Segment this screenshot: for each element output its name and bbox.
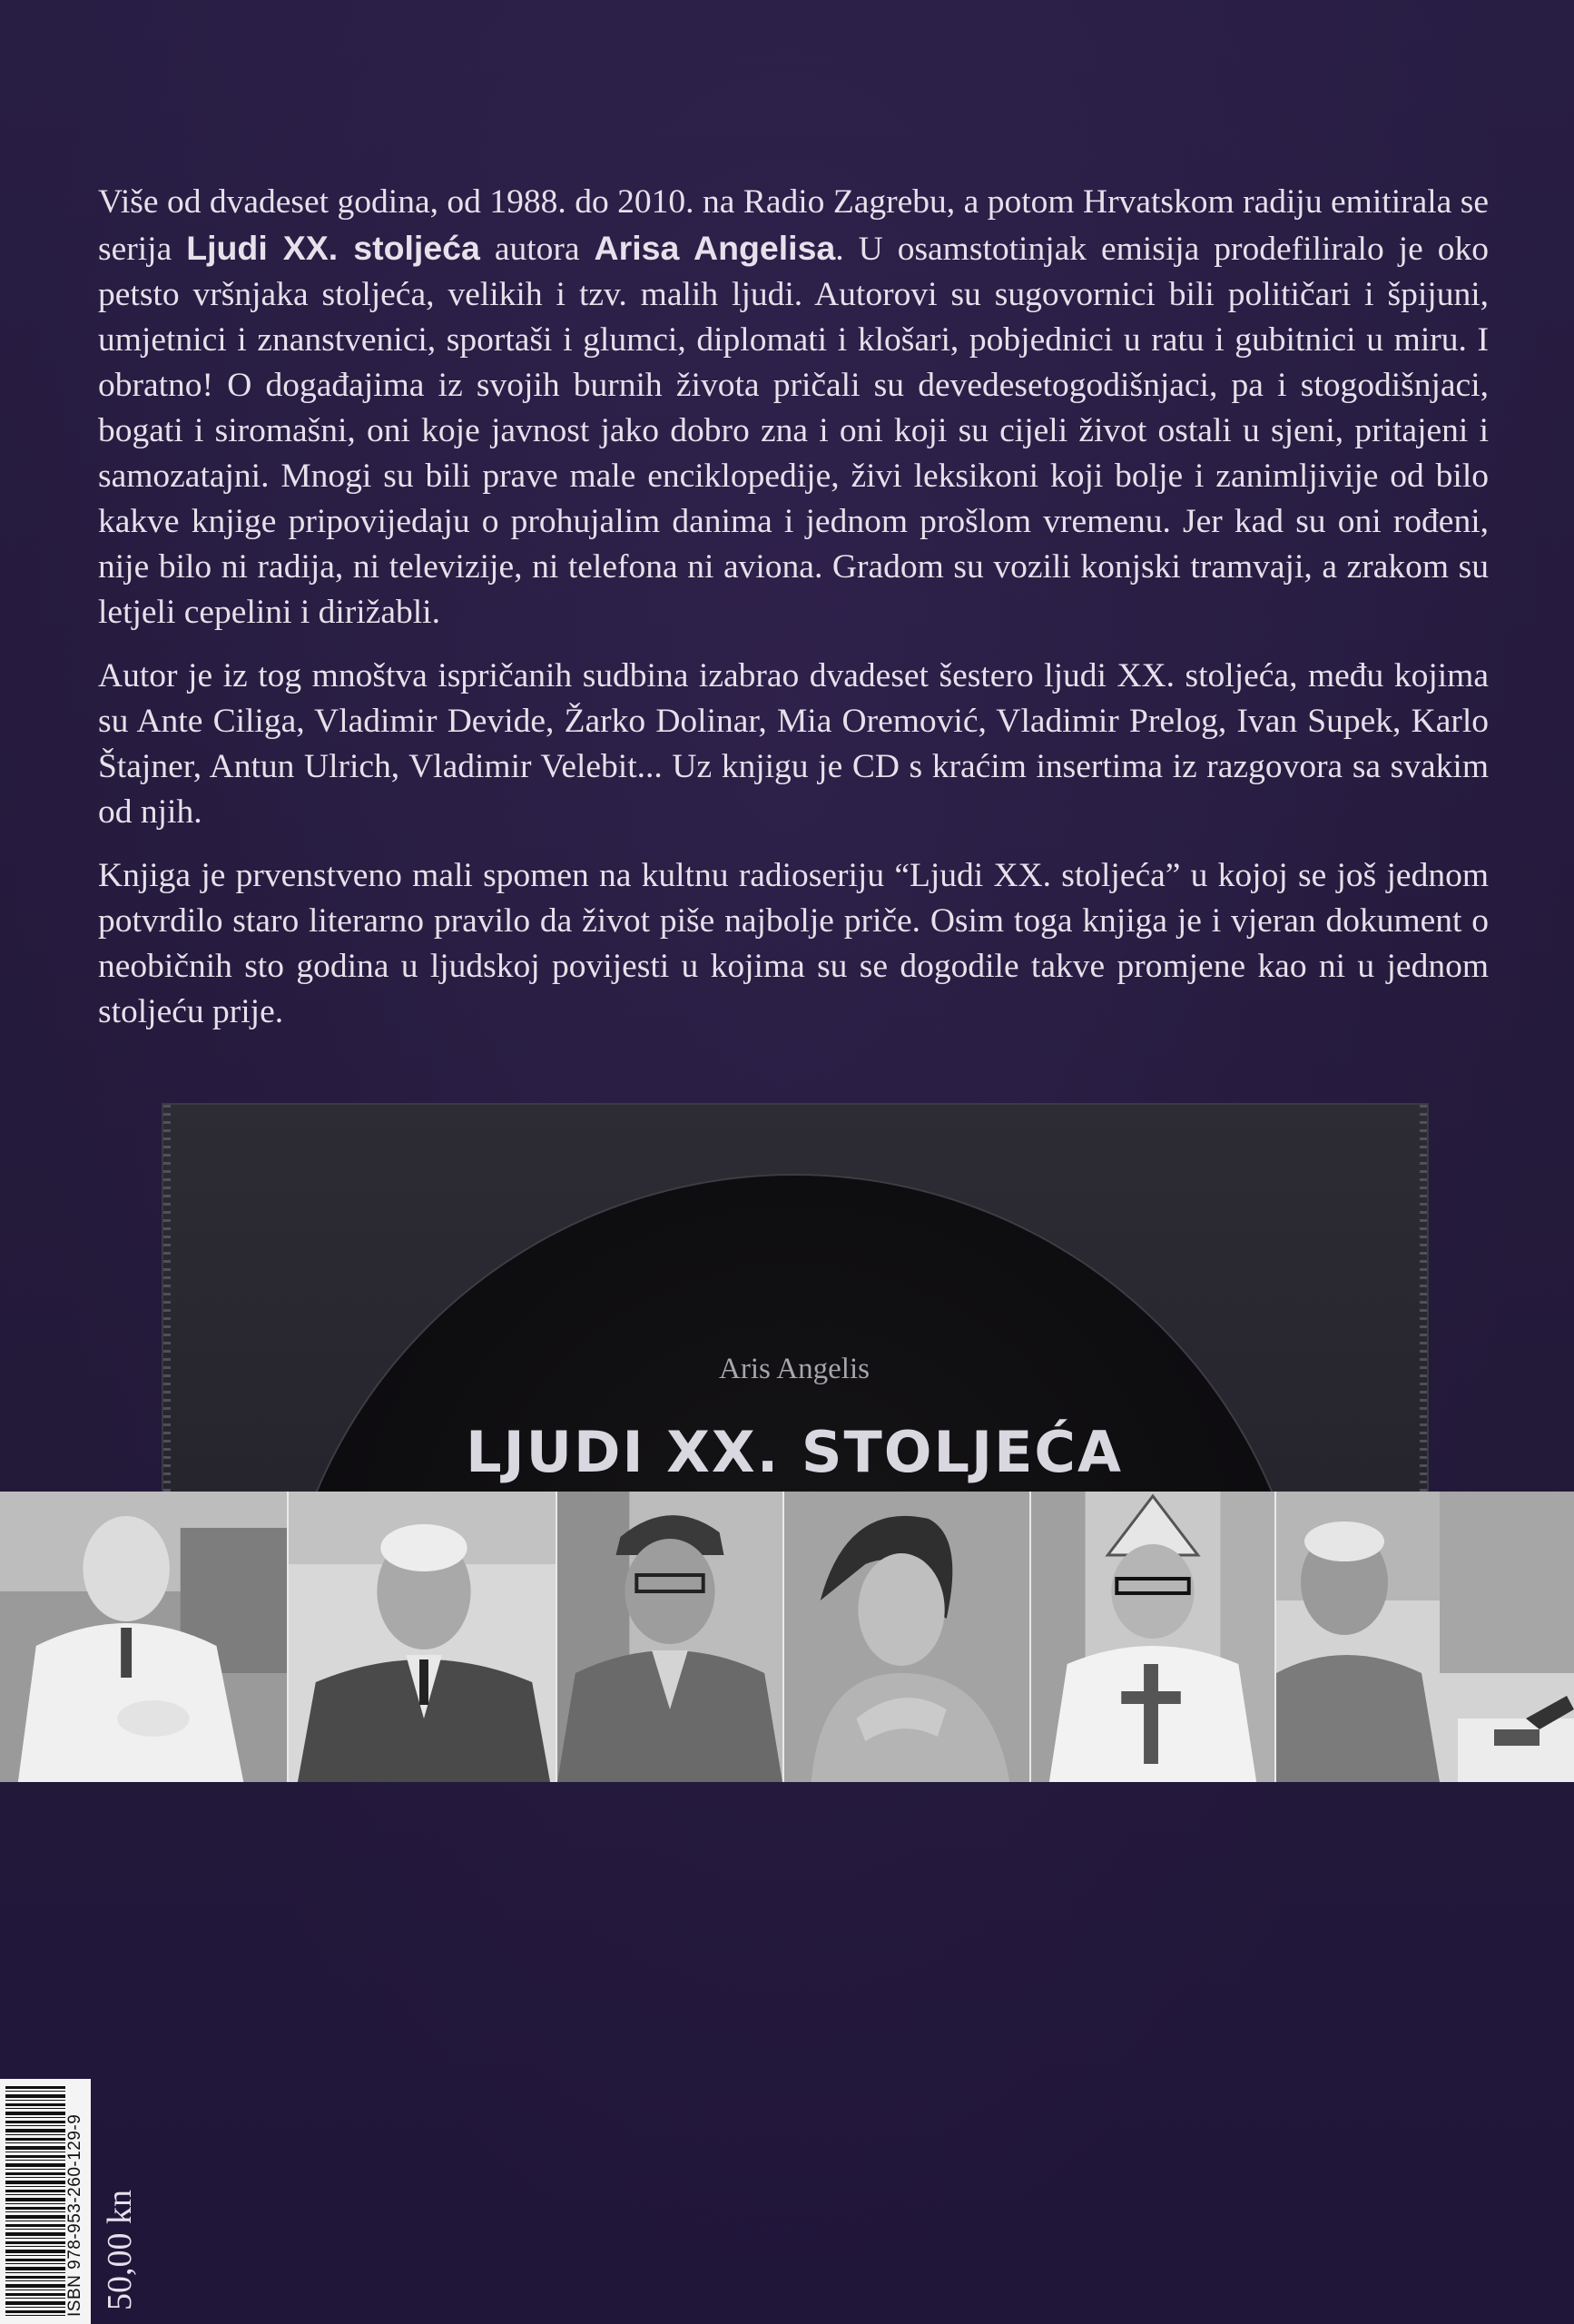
cd-disc bbox=[277, 1176, 1312, 1493]
cd-sleeve bbox=[162, 1103, 1429, 1493]
cd-author: Aris Angelis bbox=[719, 1353, 870, 1385]
photo-woman-portrait bbox=[784, 1492, 1031, 1782]
isbn-number: ISBN 978-953-260-129-9 bbox=[65, 2113, 84, 2317]
photo-officer-uniform bbox=[557, 1492, 784, 1782]
sleeve-perforation-right bbox=[1420, 1105, 1427, 1492]
blurb-paragraph-2: Autor je iz tog mnoštva ispričanih sudbina izabrao dvadeset šestero ljudi XX. stoljeća, među kojima su Ante Ciliga, Vladimir Devide, Žarko Dolinar, Mia Oremović, Vladimir Prelog, Ivan Supek, Karlo Štajner, Antun Ulrich, Vladimir Velebit... Uz knjigu je CD s kraćim insertima iz razgovora sa svakim od njih. bbox=[98, 657, 1489, 831]
blurb-paragraph-3: Knjiga je prvenstveno mali spomen na kultnu radioseriju “Ljudi XX. stoljeća” u kojoj se još jednom potvrdilo staro literarno pravilo da život piše najbolje priče. Osim toga knjiga je i vjeran dokument o neobičnih sto godina u ljudskoj povijesti u kojima su se dogodile takve promjene kao ni u jednom stoljeću prije. bbox=[98, 857, 1489, 1030]
blurb-p1-text-b: autora bbox=[479, 231, 595, 268]
photo-strip bbox=[0, 1492, 1574, 1782]
photo-elderly-man-laughing bbox=[1276, 1492, 1574, 1782]
cd-title: LJUDI XX. STOLJEĆA bbox=[466, 1419, 1123, 1485]
blurb-paragraph-1 bbox=[98, 180, 1489, 635]
blurb-p1-text-c: . U osamstotinjak emisija prodefiliralo je oko petsto vršnjaka stoljeća, velikih i tzv. malih ljudi. Autorovi su sugovornici bili političari i špijuni, umjetnici i znanstvenici, sportaši i glumci, diplomati i klošari, pobjednici u ratu i gubitnici u miru. I obratno! O događajima iz svojih burnih života pričali su devedesetogodišnjaci, pa i stogodišnjaci, bogati i siromašni, oni koje javnost jako dobro zna i oni koji su cijeli život ostali u sjeni, pritajeni i samozatajni. Mnogi su bili prave male enciklopedije, živi leksikoni koji bolje i zanimljivije od bilo kakve knjige pripovijedaju o prohujalim danima i jednom prošlom vremenu. Jer kad su oni rođeni, nije bilo ni radija, ni televizije, ni telefona ni aviona. Gradom su vozili konjski tramvaji, a zrakom su letjeli cepelini i dirižabli. bbox=[98, 231, 1489, 631]
sleeve-perforation-left bbox=[163, 1105, 171, 1492]
blurb-text bbox=[98, 180, 1489, 1053]
photo-elderly-man-suit bbox=[289, 1492, 557, 1782]
price-label: 50,00 kn bbox=[101, 2190, 139, 2310]
blurb-p1-text-a: Više od dvadeset godina, od 1988. do 2010. na Radio Zagrebu, a potom Hrvatskom radiju emitirala se serija bbox=[98, 183, 1489, 268]
series-title: Ljudi XX. stoljeća bbox=[186, 229, 480, 267]
author-name: Arisa Angelisa bbox=[594, 229, 836, 267]
barcode-bars bbox=[5, 2086, 65, 2317]
barcode bbox=[0, 2079, 91, 2324]
photo-bishop-vestments bbox=[1031, 1492, 1276, 1782]
photo-old-man-lab-coat bbox=[0, 1492, 289, 1782]
